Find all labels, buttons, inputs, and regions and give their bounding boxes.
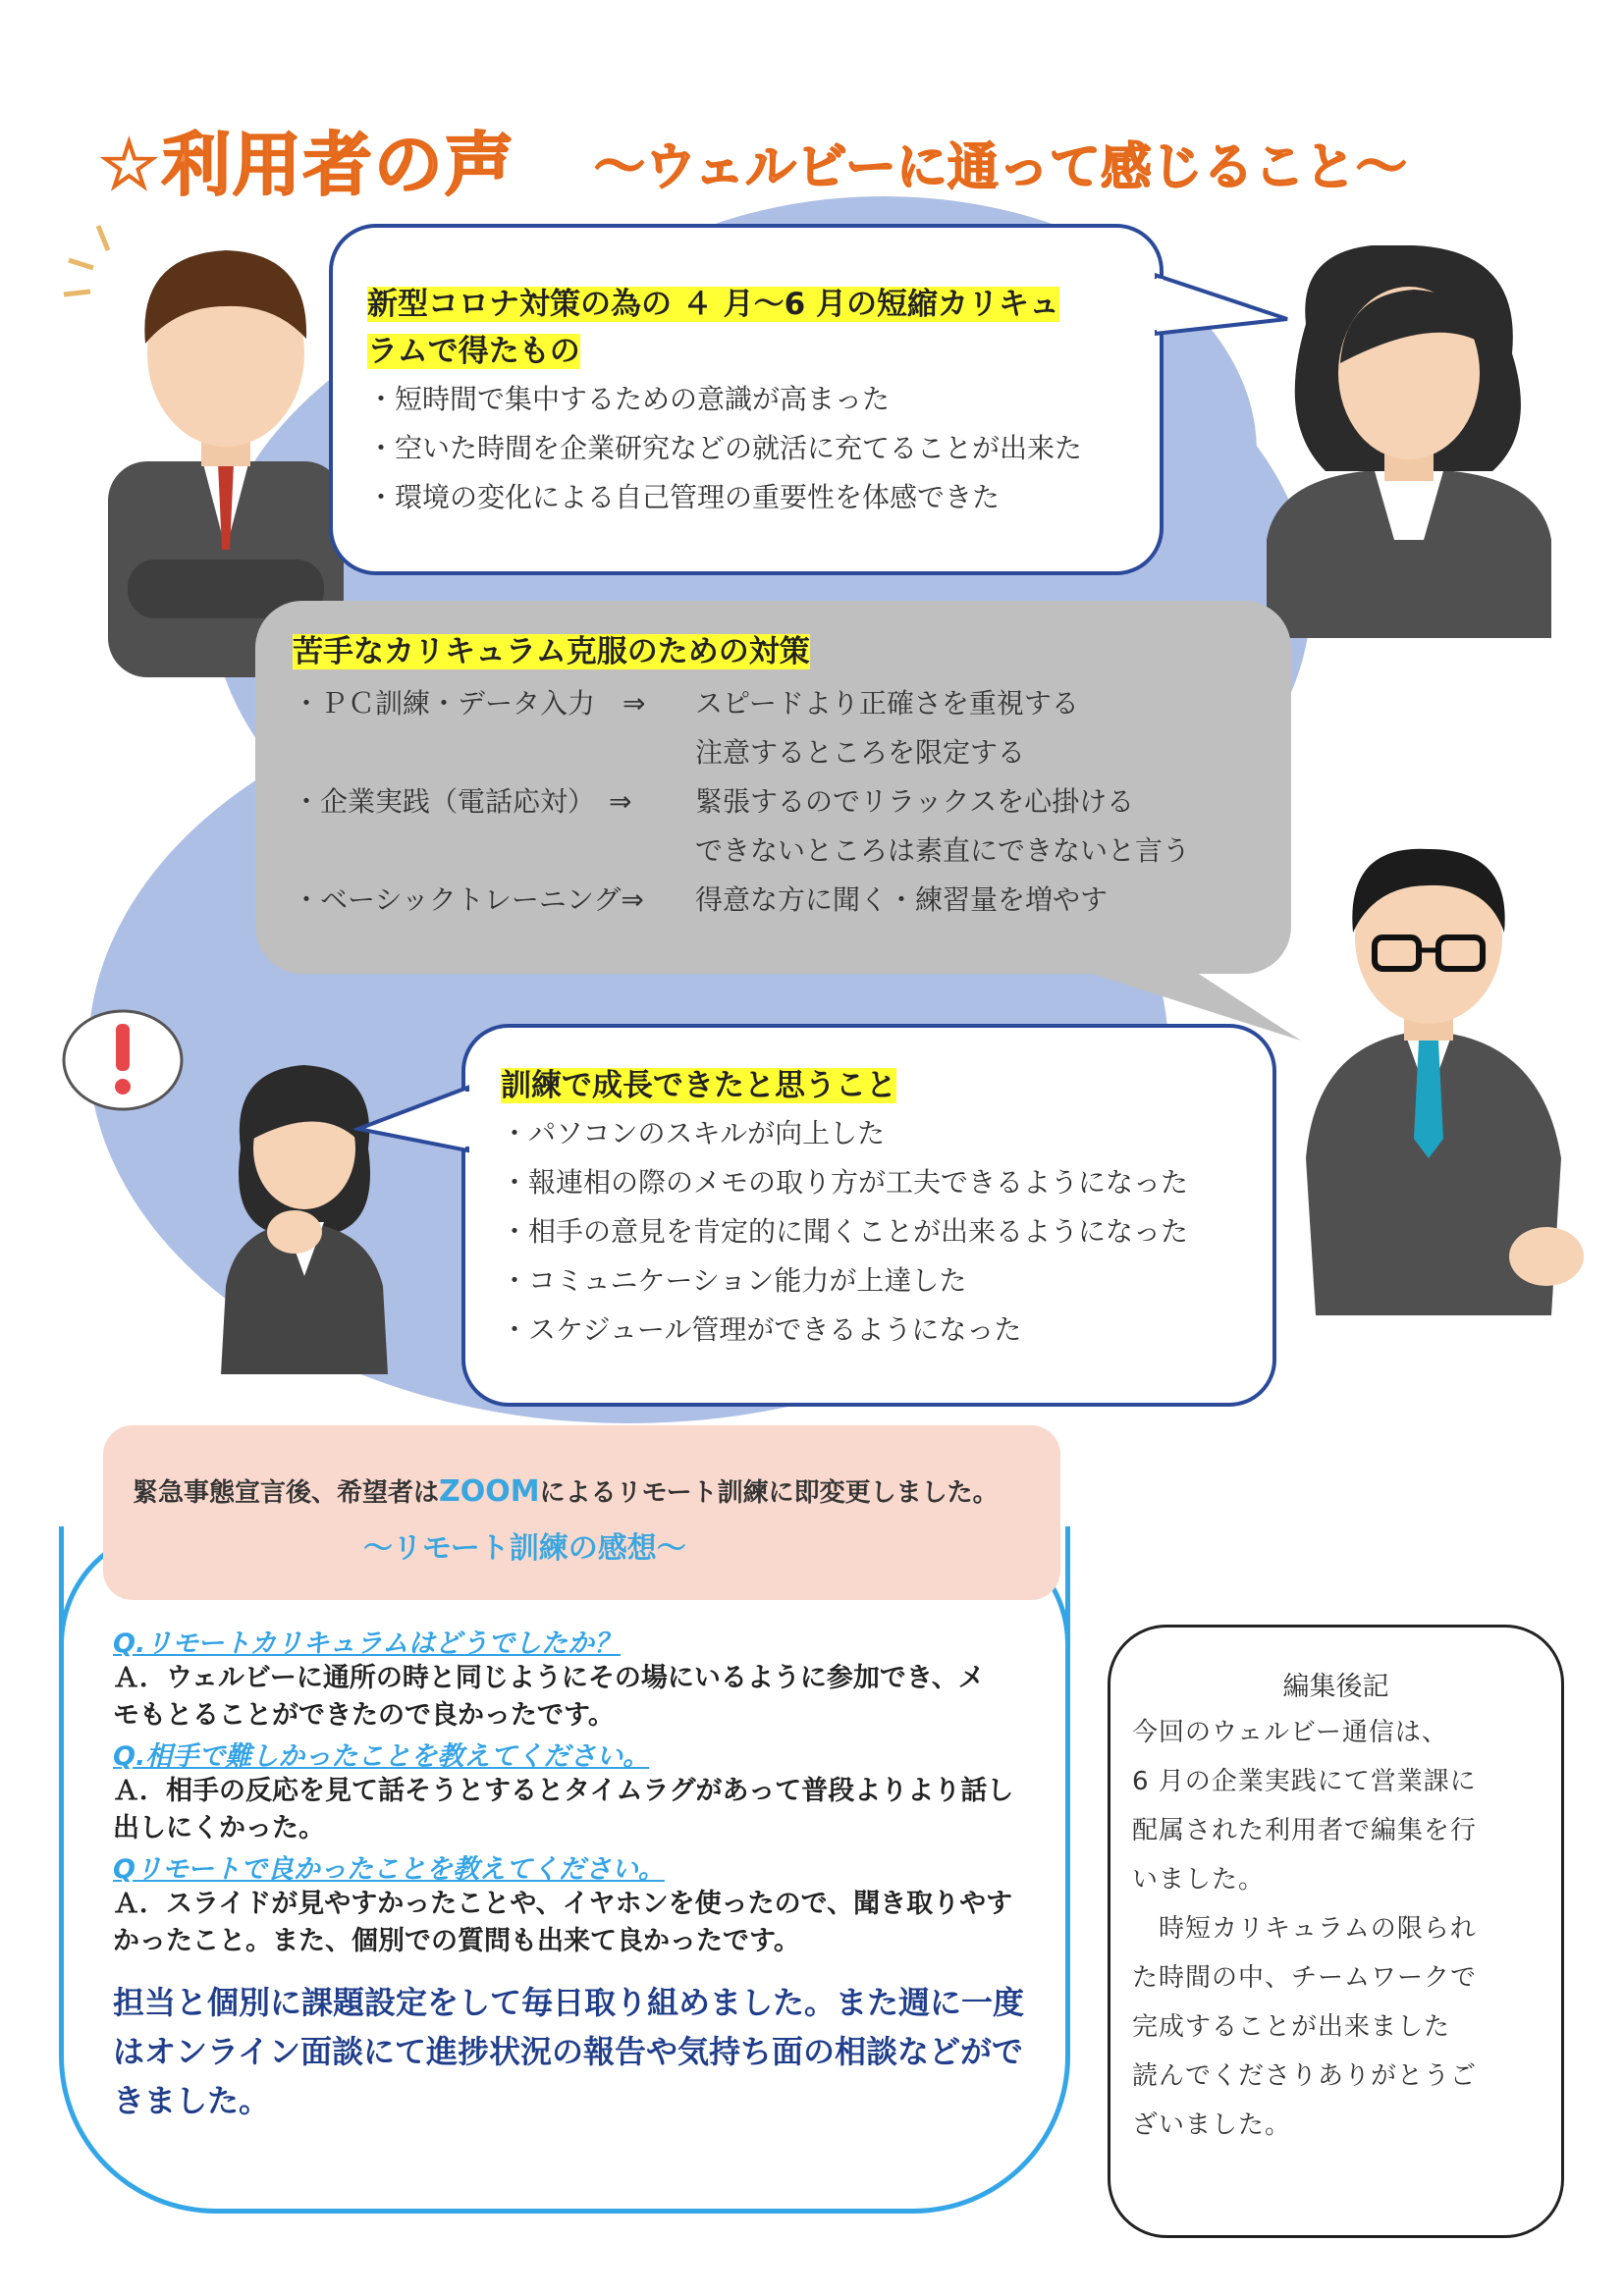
bubble2-row-value: できないところは素直にできないと言う bbox=[695, 834, 1191, 867]
editor-note-line: 時短カリキュラムの限られ bbox=[1132, 1914, 1477, 1944]
editor-note-line: 今回のウェルビー通信は、 bbox=[1132, 1718, 1448, 1747]
remote-banner bbox=[103, 1425, 1060, 1600]
answer-3: Ａ．スライドが見やすかったことや、イヤホンを使ったので、聞き取りやすかったこと。また、個別での質問も出来て良かったです。 bbox=[113, 1889, 1013, 1956]
bubble2-row-value: スピードより正確さを重視する bbox=[695, 687, 1079, 720]
speech-bubble-short-curriculum bbox=[329, 224, 1164, 575]
editor-note-line: 読んでくださりありがとうご bbox=[1132, 2061, 1478, 2091]
bubble2-row-label: ・ＰＣ訓練・データ入力 ⇒ bbox=[293, 687, 646, 720]
page-title: ☆利用者の声 bbox=[98, 125, 515, 205]
remote-qa bbox=[113, 1622, 1016, 1960]
banner-text-before: 緊急事態宣言後、希望者は bbox=[133, 1478, 440, 1508]
bubble2-heading: 苦手なカリキュラム克服のための対策 bbox=[293, 634, 810, 669]
speech-bubble-growth bbox=[461, 1024, 1276, 1407]
bubble3-item: ・相手の意見を肯定的に聞くことが出来るようになった bbox=[501, 1215, 1189, 1248]
bubble1-item: ・環境の変化による自己管理の重要性を体感できた bbox=[367, 481, 1001, 513]
banner-text-after: によるリモート訓練に即変更しました。 bbox=[539, 1478, 999, 1508]
banner-subtitle: ～リモート訓練の感想～ bbox=[363, 1531, 686, 1566]
bubble2-row-value: 得意な方に聞く・練習量を増やす bbox=[695, 883, 1109, 916]
bubble2-row-value: 注意するところを限定する bbox=[695, 736, 1026, 769]
bubble3-item: ・報連相の際のメモの取り方が工夫できるようになった bbox=[501, 1166, 1189, 1199]
bubble3-tail bbox=[353, 1080, 471, 1158]
editor-note-line: ざいました。 bbox=[1132, 2110, 1292, 2140]
bubble1-item: ・短時間で集中するための意識が高まった bbox=[367, 383, 891, 415]
bubble2-row-value: 緊張するのでリラックスを心掛ける bbox=[695, 785, 1135, 818]
banner-zoom: ZOOM bbox=[439, 1474, 540, 1509]
page-subtitle: ～ウェルビーに通って感じること～ bbox=[594, 138, 1407, 197]
question-1: Q.リモートカリキュラムはどうでしたか？ bbox=[113, 1629, 622, 1659]
bubble3-item: ・スケジュール管理ができるようになった bbox=[501, 1313, 1022, 1346]
question-2: Q.相手で難しかったことを教えてください。 bbox=[113, 1741, 650, 1772]
editor-note-line: 6 月の企業実践にて営業課に bbox=[1132, 1767, 1477, 1796]
editor-note-line: 配属された利用者で編集を行 bbox=[1132, 1816, 1478, 1845]
question-3: Qリモートで良かったことを教えてください。 bbox=[113, 1854, 665, 1885]
bubble1-item: ・空いた時間を企業研究などの就活に充てることが出来た bbox=[367, 432, 1083, 464]
speech-bubble-countermeasures bbox=[255, 601, 1291, 974]
editor-note-line: いました。 bbox=[1132, 1865, 1266, 1895]
bubble2-row-label: ・企業実践（電話応対） ⇒ bbox=[293, 785, 632, 818]
editor-note-line: た時間の中、チームワークで bbox=[1132, 1963, 1478, 1993]
answer-1: Ａ．ウェルビーに通所の時と同じようにその場にいるように参加でき、メモもとることができたので良かったです。 bbox=[113, 1663, 985, 1731]
bubble1-heading-line1: 新型コロナ対策の為の ４ 月～6 月の短縮カリキュ bbox=[367, 287, 1059, 322]
editor-note-box bbox=[1108, 1625, 1564, 2238]
banner-text bbox=[133, 1472, 999, 1509]
bubble1-tail bbox=[1155, 265, 1292, 344]
bubble1-heading-line2: ラムで得たもの bbox=[367, 334, 580, 369]
bubble2-row-label: ・ベーシックトレーニング⇒ bbox=[293, 883, 644, 916]
remote-summary: 担当と個別に課題設定をして毎日取り組めました。また週に一度はオンライン面談にて進捗状況の報告や気持ち面の相談などができました。 bbox=[113, 1984, 1025, 2119]
answer-2: Ａ．相手の反応を見て話そうとするとタイムラグがあって普段よりより話し出しにくかった。 bbox=[113, 1776, 1014, 1843]
editor-note-title: 編集後記 bbox=[1282, 1672, 1389, 1702]
bubble3-item: ・コミュニケーション能力が上達した bbox=[501, 1264, 967, 1297]
bubble3-heading: 訓練で成長できたと思うこと bbox=[501, 1068, 896, 1103]
bubble3-item: ・パソコンのスキルが向上した bbox=[501, 1117, 886, 1149]
editor-note-line: 完成することが出来ました bbox=[1132, 2012, 1451, 2042]
